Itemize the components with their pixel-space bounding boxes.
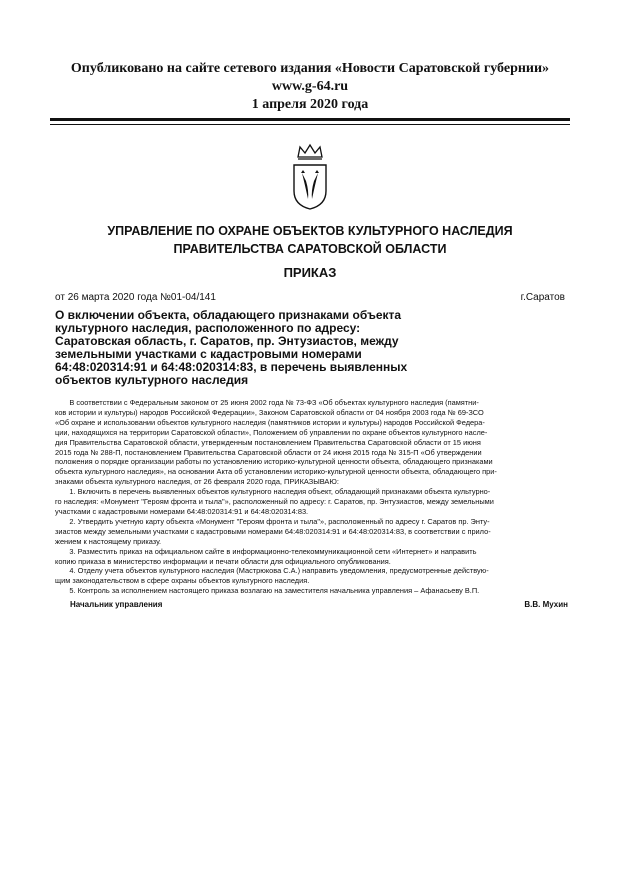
body-line: 1. Включить в перечень выявленных объектов культурного наследия объект, обладающий признаками объекта культурно- (55, 487, 491, 497)
signatory-position: Начальник управления (70, 600, 163, 609)
title-line: объектов культурного наследия (55, 373, 249, 387)
publication-line-1: Опубликовано на сайте сетевого издания «Новости Саратовской губернии» (70, 61, 550, 76)
body-line: положения о порядке организации работы по установлению историко-культурной ценности объекта, обладающего признаками (55, 457, 493, 467)
saratov-coat-of-arms-icon (288, 143, 332, 211)
title-line: О включении объекта, обладающего признаками объекта (55, 308, 402, 322)
body-line: дия Правительства Саратовской области, утвержденным постановлением Правительства Саратовской области от 15 июня (55, 437, 481, 447)
title-line: 64:48:020314:91 и 64:48:020314:83, в перечень выявленных (55, 360, 408, 374)
body-line: 4. Отделу учета объектов культурного наследия (Мастрюкова С.А.) направить уведомления, предусмотренные действую- (55, 566, 489, 576)
signatory-name: В.В. Мухин (524, 600, 568, 609)
body-line: 5. Контроль за исполнением настоящего приказа возлагаю на заместителя начальника управления – Афанасьеву В.П. (55, 586, 480, 596)
document-type: ПРИКАЗ (283, 265, 337, 280)
body-line: ции, находящихся на территории Саратовской области», Положением об управлении по охране объектов культурного насле- (55, 427, 488, 437)
publication-site: www.g-64.ru (271, 79, 349, 94)
order-body (55, 398, 567, 596)
body-line: ков истории и культуры) народов Российской Федерации», Законом Саратовской области от 04 ноября 2003 года № 69-ЗСО (55, 407, 484, 417)
title-line: земельными участками с кадастровыми номерами (55, 347, 362, 361)
body-line: зиастов между земельными участками с кадастровыми номерами 64:48:020314:91 и 64:48:020314:83, в соответствии с прило- (55, 526, 491, 536)
publication-date: 1 апреля 2020 года (251, 97, 369, 112)
body-line: знаками объекта культурного наследия, от 26 февраля 2020 года, ПРИКАЗЫВАЮ: (55, 477, 339, 487)
body-line: «Об охране и использовании объектов культурного наследия (памятников истории и культуры) народов Российской Федера- (55, 417, 485, 427)
organization-line-1: УПРАВЛЕНИЕ ПО ОХРАНЕ ОБЪЕКТОВ КУЛЬТУРНОГО НАСЛЕДИЯ (107, 224, 513, 238)
organization-line-2: ПРАВИТЕЛЬСТВА САРАТОВСКОЙ ОБЛАСТИ (173, 242, 447, 256)
body-line: жением к настоящему приказу. (55, 536, 162, 546)
body-line: В соответствии с Федеральным законом от 25 июня 2002 года № 73-ФЗ «Об объектах культурного наследия (памятни- (55, 398, 479, 407)
order-city: г.Саратов (520, 292, 565, 303)
body-line: 2015 года № 288-П, постановлением Правительства Саратовской области от 24 июня 2015 года № 315-П «Об утверждении (55, 447, 482, 457)
title-line: культурного наследия, расположенного по адресу: (55, 321, 361, 335)
body-line: 2. Утвердить учетную карту объекта «Монумент "Героям фронта и тыла"», расположенный по адресу г. Саратов пр. Энту- (55, 516, 490, 526)
order-date-number: от 26 марта 2020 года №01-04/141 (55, 292, 216, 303)
header-rule-thick (50, 118, 570, 121)
body-line: го наследия: «Монумент "Героям фронта и тыла"», расположенный по адресу: г. Саратов, пр. Энтузиастов, между земельными (55, 497, 494, 507)
body-line: участками с кадастровыми номерами 64:48:020314:91 и 64:48:020314:83. (55, 506, 309, 516)
body-line: копию приказа в министерство информации и печати области для официального опубликования. (55, 556, 391, 566)
body-line: 3. Разместить приказ на официальном сайте в информационно-телекоммуникационной сети «Интернет» и направить (55, 546, 477, 556)
date-number-row (55, 292, 565, 303)
body-line: объекта культурного наследия», на основании Акта об установлении историко-культурной ценности объекта, обладающего при- (55, 467, 497, 477)
header-rule-thin (50, 124, 570, 125)
signature-row (70, 600, 568, 609)
order-title (55, 309, 455, 387)
title-line: Саратовская область, г. Саратов, пр. Энтузиастов, между (55, 334, 399, 348)
body-line: щим законодательством в сфере охраны объектов культурного наследия. (55, 576, 310, 586)
